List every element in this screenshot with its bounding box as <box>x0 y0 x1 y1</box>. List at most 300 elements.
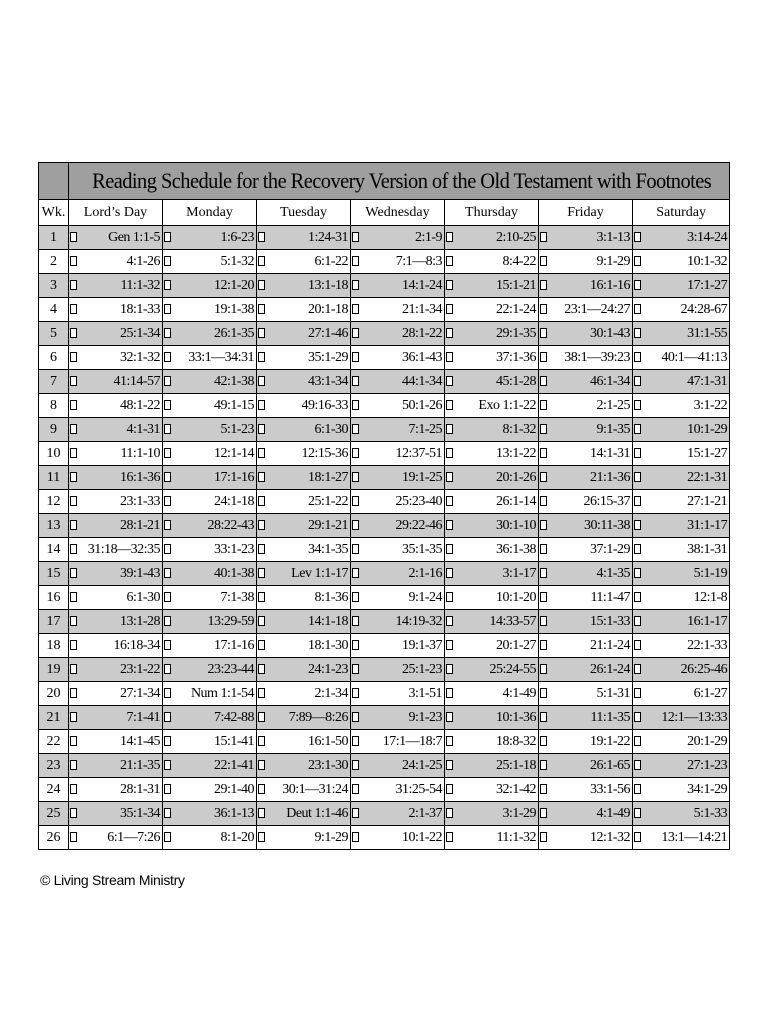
reading-checkbox[interactable] <box>446 232 453 242</box>
week-row <box>39 418 730 442</box>
checkbox-cell <box>257 226 267 250</box>
reading-checkbox[interactable] <box>164 760 171 770</box>
reading-checkbox[interactable] <box>258 520 265 530</box>
reading-checkbox[interactable] <box>352 688 359 698</box>
reading-reference-wednesday: 19:1-25 <box>361 466 445 490</box>
reading-checkbox[interactable] <box>634 736 641 746</box>
reading-checkbox[interactable] <box>164 520 171 530</box>
reading-checkbox[interactable] <box>352 520 359 530</box>
reading-checkbox[interactable] <box>258 304 265 314</box>
checkbox-cell <box>633 706 643 730</box>
reading-checkbox[interactable] <box>70 280 77 290</box>
reading-reference-saturday: 31:1-17 <box>643 514 730 538</box>
checkbox-cell <box>351 394 361 418</box>
reading-checkbox[interactable] <box>540 568 547 578</box>
reading-checkbox[interactable] <box>164 376 171 386</box>
reading-checkbox[interactable] <box>540 616 547 626</box>
reading-checkbox[interactable] <box>352 664 359 674</box>
reading-checkbox[interactable] <box>634 688 641 698</box>
checkbox-cell <box>351 346 361 370</box>
reading-reference-lords-day: 23:1-22 <box>79 658 163 682</box>
title-row <box>39 163 730 200</box>
week-row <box>39 754 730 778</box>
reading-checkbox[interactable] <box>352 328 359 338</box>
reading-checkbox[interactable] <box>70 544 77 554</box>
reading-checkbox[interactable] <box>352 400 359 410</box>
checkbox-cell <box>633 250 643 274</box>
checkbox-cell <box>351 418 361 442</box>
reading-checkbox[interactable] <box>258 808 265 818</box>
reading-checkbox[interactable] <box>164 232 171 242</box>
reading-checkbox[interactable] <box>70 808 77 818</box>
reading-reference-lords-day: 28:1-31 <box>79 778 163 802</box>
reading-checkbox[interactable] <box>540 712 547 722</box>
reading-reference-monday: 33:1-23 <box>173 538 257 562</box>
reading-reference-wednesday: 7:1—8:3 <box>361 250 445 274</box>
reading-checkbox[interactable] <box>352 232 359 242</box>
reading-reference-wednesday: 14:19-32 <box>361 610 445 634</box>
reading-checkbox[interactable] <box>164 808 171 818</box>
reading-checkbox[interactable] <box>70 520 77 530</box>
reading-checkbox[interactable] <box>258 424 265 434</box>
reading-checkbox[interactable] <box>164 280 171 290</box>
reading-checkbox[interactable] <box>164 784 171 794</box>
reading-reference-wednesday: 3:1-51 <box>361 682 445 706</box>
reading-reference-friday: 23:1—24:27 <box>549 298 633 322</box>
reading-reference-wednesday: 24:1-25 <box>361 754 445 778</box>
reading-checkbox[interactable] <box>540 304 547 314</box>
title-corner <box>39 163 69 200</box>
checkbox-cell <box>257 706 267 730</box>
reading-checkbox[interactable] <box>164 736 171 746</box>
reading-checkbox[interactable] <box>70 400 77 410</box>
reading-reference-friday: 9:1-35 <box>549 418 633 442</box>
reading-checkbox[interactable] <box>446 424 453 434</box>
checkbox-cell <box>351 274 361 298</box>
checkbox-cell <box>257 682 267 706</box>
reading-checkbox[interactable] <box>634 232 641 242</box>
checkbox-cell <box>163 322 173 346</box>
reading-checkbox[interactable] <box>540 688 547 698</box>
checkbox-cell <box>257 514 267 538</box>
reading-checkbox[interactable] <box>634 400 641 410</box>
reading-checkbox[interactable] <box>352 568 359 578</box>
checkbox-cell <box>257 298 267 322</box>
checkbox-cell <box>633 274 643 298</box>
reading-reference-saturday: 10:1-32 <box>643 250 730 274</box>
reading-checkbox[interactable] <box>70 760 77 770</box>
reading-checkbox[interactable] <box>446 400 453 410</box>
reading-checkbox[interactable] <box>258 664 265 674</box>
checkbox-cell <box>539 322 549 346</box>
reading-checkbox[interactable] <box>352 496 359 506</box>
reading-checkbox[interactable] <box>634 424 641 434</box>
reading-checkbox[interactable] <box>634 832 641 842</box>
checkbox-cell <box>445 514 455 538</box>
reading-checkbox[interactable] <box>70 232 77 242</box>
checkbox-cell <box>445 274 455 298</box>
reading-checkbox[interactable] <box>164 328 171 338</box>
reading-checkbox[interactable] <box>634 544 641 554</box>
reading-checkbox[interactable] <box>446 280 453 290</box>
reading-checkbox[interactable] <box>258 376 265 386</box>
reading-checkbox[interactable] <box>446 496 453 506</box>
reading-checkbox[interactable] <box>540 424 547 434</box>
reading-checkbox[interactable] <box>634 376 641 386</box>
reading-checkbox[interactable] <box>446 256 453 266</box>
reading-checkbox[interactable] <box>70 472 77 482</box>
checkbox-cell <box>539 826 549 850</box>
reading-checkbox[interactable] <box>258 688 265 698</box>
reading-checkbox[interactable] <box>164 640 171 650</box>
reading-checkbox[interactable] <box>70 448 77 458</box>
reading-checkbox[interactable] <box>634 256 641 266</box>
checkbox-cell <box>163 226 173 250</box>
reading-reference-thursday: 13:1-22 <box>455 442 539 466</box>
checkbox-cell <box>163 610 173 634</box>
reading-checkbox[interactable] <box>540 592 547 602</box>
checkbox-cell <box>539 730 549 754</box>
reading-checkbox[interactable] <box>352 784 359 794</box>
reading-checkbox[interactable] <box>70 712 77 722</box>
checkbox-cell <box>445 538 455 562</box>
reading-reference-saturday: 10:1-29 <box>643 418 730 442</box>
reading-reference-friday: 11:1-35 <box>549 706 633 730</box>
checkbox-cell <box>633 466 643 490</box>
reading-checkbox[interactable] <box>258 640 265 650</box>
reading-checkbox[interactable] <box>352 352 359 362</box>
reading-checkbox[interactable] <box>352 280 359 290</box>
week-number: 10 <box>39 442 69 466</box>
reading-checkbox[interactable] <box>70 304 77 314</box>
checkbox-cell <box>69 802 79 826</box>
reading-checkbox[interactable] <box>258 592 265 602</box>
reading-checkbox[interactable] <box>540 496 547 506</box>
reading-checkbox[interactable] <box>634 640 641 650</box>
checkbox-cell <box>445 778 455 802</box>
checkbox-cell <box>445 730 455 754</box>
reading-checkbox[interactable] <box>258 352 265 362</box>
reading-checkbox[interactable] <box>352 448 359 458</box>
checkbox-cell <box>633 394 643 418</box>
reading-checkbox[interactable] <box>258 232 265 242</box>
reading-checkbox[interactable] <box>634 352 641 362</box>
checkbox-cell <box>539 778 549 802</box>
reading-checkbox[interactable] <box>70 256 77 266</box>
checkbox-cell <box>445 562 455 586</box>
reading-reference-monday: 26:1-35 <box>173 322 257 346</box>
reading-checkbox[interactable] <box>540 784 547 794</box>
reading-checkbox[interactable] <box>540 232 547 242</box>
reading-checkbox[interactable] <box>352 736 359 746</box>
checkbox-cell <box>163 466 173 490</box>
reading-checkbox[interactable] <box>164 712 171 722</box>
reading-reference-saturday: 3:1-22 <box>643 394 730 418</box>
checkbox-cell <box>539 394 549 418</box>
reading-checkbox[interactable] <box>352 616 359 626</box>
reading-checkbox[interactable] <box>446 616 453 626</box>
reading-checkbox[interactable] <box>352 832 359 842</box>
checkbox-cell <box>351 826 361 850</box>
reading-reference-monday: 49:1-15 <box>173 394 257 418</box>
reading-checkbox[interactable] <box>164 400 171 410</box>
reading-reference-tuesday: 34:1-35 <box>267 538 351 562</box>
reading-reference-saturday: 38:1-31 <box>643 538 730 562</box>
reading-checkbox[interactable] <box>634 784 641 794</box>
reading-checkbox[interactable] <box>634 520 641 530</box>
reading-checkbox[interactable] <box>258 400 265 410</box>
reading-reference-wednesday: 19:1-37 <box>361 634 445 658</box>
reading-reference-thursday: 25:1-18 <box>455 754 539 778</box>
checkbox-cell <box>257 826 267 850</box>
reading-checkbox[interactable] <box>352 256 359 266</box>
checkbox-cell <box>69 274 79 298</box>
checkbox-cell <box>257 538 267 562</box>
reading-checkbox[interactable] <box>540 808 547 818</box>
checkbox-cell <box>163 298 173 322</box>
reading-checkbox[interactable] <box>164 256 171 266</box>
reading-reference-thursday: 11:1-32 <box>455 826 539 850</box>
checkbox-cell <box>69 538 79 562</box>
reading-checkbox[interactable] <box>446 472 453 482</box>
reading-reference-saturday: 24:28-67 <box>643 298 730 322</box>
reading-checkbox[interactable] <box>70 592 77 602</box>
reading-checkbox[interactable] <box>258 280 265 290</box>
reading-reference-wednesday: 10:1-22 <box>361 826 445 850</box>
reading-checkbox[interactable] <box>164 544 171 554</box>
reading-checkbox[interactable] <box>446 304 453 314</box>
reading-checkbox[interactable] <box>258 832 265 842</box>
checkbox-cell <box>445 370 455 394</box>
reading-checkbox[interactable] <box>634 664 641 674</box>
reading-checkbox[interactable] <box>70 664 77 674</box>
reading-checkbox[interactable] <box>258 448 265 458</box>
reading-checkbox[interactable] <box>446 376 453 386</box>
checkbox-cell <box>445 226 455 250</box>
reading-checkbox[interactable] <box>446 712 453 722</box>
reading-checkbox[interactable] <box>352 376 359 386</box>
reading-checkbox[interactable] <box>164 616 171 626</box>
reading-checkbox[interactable] <box>446 352 453 362</box>
week-row <box>39 682 730 706</box>
reading-checkbox[interactable] <box>540 448 547 458</box>
reading-checkbox[interactable] <box>164 688 171 698</box>
reading-checkbox[interactable] <box>258 736 265 746</box>
reading-checkbox[interactable] <box>352 592 359 602</box>
reading-reference-friday: 30:1-43 <box>549 322 633 346</box>
checkbox-cell <box>351 682 361 706</box>
reading-checkbox[interactable] <box>634 496 641 506</box>
reading-reference-wednesday: 28:1-22 <box>361 322 445 346</box>
reading-checkbox[interactable] <box>446 328 453 338</box>
reading-checkbox[interactable] <box>352 424 359 434</box>
week-row <box>39 490 730 514</box>
reading-checkbox[interactable] <box>352 640 359 650</box>
reading-checkbox[interactable] <box>634 712 641 722</box>
checkbox-cell <box>351 538 361 562</box>
reading-checkbox[interactable] <box>446 520 453 530</box>
reading-checkbox[interactable] <box>164 832 171 842</box>
reading-checkbox[interactable] <box>540 544 547 554</box>
reading-checkbox[interactable] <box>446 544 453 554</box>
checkbox-cell <box>633 778 643 802</box>
reading-checkbox[interactable] <box>70 424 77 434</box>
reading-checkbox[interactable] <box>164 448 171 458</box>
checkbox-cell <box>69 634 79 658</box>
reading-checkbox[interactable] <box>540 736 547 746</box>
checkbox-cell <box>539 610 549 634</box>
reading-checkbox[interactable] <box>540 664 547 674</box>
reading-checkbox[interactable] <box>70 640 77 650</box>
reading-reference-wednesday: 44:1-34 <box>361 370 445 394</box>
reading-reference-wednesday: 2:1-9 <box>361 226 445 250</box>
reading-checkbox[interactable] <box>164 496 171 506</box>
reading-checkbox[interactable] <box>540 832 547 842</box>
checkbox-cell <box>445 754 455 778</box>
checkbox-cell <box>445 298 455 322</box>
reading-checkbox[interactable] <box>446 760 453 770</box>
reading-checkbox[interactable] <box>352 472 359 482</box>
reading-checkbox[interactable] <box>258 328 265 338</box>
reading-checkbox[interactable] <box>540 760 547 770</box>
reading-checkbox[interactable] <box>70 568 77 578</box>
reading-checkbox[interactable] <box>352 304 359 314</box>
reading-reference-wednesday: 12:37-51 <box>361 442 445 466</box>
checkbox-cell <box>69 826 79 850</box>
reading-checkbox[interactable] <box>70 496 77 506</box>
reading-checkbox[interactable] <box>540 640 547 650</box>
reading-reference-friday: 26:1-65 <box>549 754 633 778</box>
checkbox-cell <box>445 682 455 706</box>
reading-checkbox[interactable] <box>540 376 547 386</box>
reading-reference-thursday: 8:1-32 <box>455 418 539 442</box>
reading-reference-thursday: 45:1-28 <box>455 370 539 394</box>
week-number: 9 <box>39 418 69 442</box>
reading-checkbox[interactable] <box>164 568 171 578</box>
reading-checkbox[interactable] <box>446 808 453 818</box>
reading-checkbox[interactable] <box>352 808 359 818</box>
reading-checkbox[interactable] <box>540 256 547 266</box>
reading-reference-wednesday: 25:23-40 <box>361 490 445 514</box>
reading-checkbox[interactable] <box>258 472 265 482</box>
checkbox-cell <box>351 490 361 514</box>
checkbox-cell <box>351 754 361 778</box>
checkbox-cell <box>69 730 79 754</box>
reading-checkbox[interactable] <box>70 376 77 386</box>
reading-checkbox[interactable] <box>164 304 171 314</box>
week-row <box>39 322 730 346</box>
week-row <box>39 610 730 634</box>
week-row <box>39 346 730 370</box>
reading-reference-friday: 37:1-29 <box>549 538 633 562</box>
reading-checkbox[interactable] <box>258 784 265 794</box>
reading-checkbox[interactable] <box>258 544 265 554</box>
checkbox-cell <box>539 346 549 370</box>
reading-checkbox[interactable] <box>634 592 641 602</box>
reading-checkbox[interactable] <box>70 784 77 794</box>
reading-checkbox[interactable] <box>634 616 641 626</box>
week-number: 16 <box>39 586 69 610</box>
week-number: 8 <box>39 394 69 418</box>
reading-reference-thursday: 10:1-20 <box>455 586 539 610</box>
reading-checkbox[interactable] <box>540 280 547 290</box>
reading-checkbox[interactable] <box>446 448 453 458</box>
reading-checkbox[interactable] <box>164 424 171 434</box>
reading-checkbox[interactable] <box>446 736 453 746</box>
reading-schedule-table <box>38 162 730 850</box>
reading-checkbox[interactable] <box>70 352 77 362</box>
reading-checkbox[interactable] <box>258 256 265 266</box>
reading-checkbox[interactable] <box>446 832 453 842</box>
reading-checkbox[interactable] <box>446 640 453 650</box>
checkbox-cell <box>257 466 267 490</box>
reading-reference-wednesday: 50:1-26 <box>361 394 445 418</box>
reading-checkbox[interactable] <box>540 400 547 410</box>
checkbox-cell <box>257 370 267 394</box>
reading-reference-saturday: 3:14-24 <box>643 226 730 250</box>
reading-checkbox[interactable] <box>540 352 547 362</box>
reading-checkbox[interactable] <box>540 472 547 482</box>
reading-checkbox[interactable] <box>258 568 265 578</box>
reading-reference-monday: Num 1:1-54 <box>173 682 257 706</box>
reading-checkbox[interactable] <box>258 760 265 770</box>
reading-checkbox[interactable] <box>634 280 641 290</box>
day-header-lords-day: Lord’s Day <box>69 200 163 226</box>
reading-checkbox[interactable] <box>352 544 359 554</box>
reading-checkbox[interactable] <box>446 664 453 674</box>
reading-checkbox[interactable] <box>540 520 547 530</box>
reading-checkbox[interactable] <box>164 664 171 674</box>
reading-checkbox[interactable] <box>70 328 77 338</box>
reading-checkbox[interactable] <box>634 472 641 482</box>
reading-checkbox[interactable] <box>634 808 641 818</box>
reading-checkbox[interactable] <box>634 568 641 578</box>
reading-checkbox[interactable] <box>446 784 453 794</box>
reading-reference-monday: 23:23-44 <box>173 658 257 682</box>
reading-checkbox[interactable] <box>634 760 641 770</box>
day-header-saturday: Saturday <box>633 200 730 226</box>
reading-reference-thursday: 20:1-27 <box>455 634 539 658</box>
reading-checkbox[interactable] <box>70 688 77 698</box>
checkbox-cell <box>257 610 267 634</box>
reading-checkbox[interactable] <box>446 568 453 578</box>
checkbox-cell <box>445 394 455 418</box>
reading-checkbox[interactable] <box>164 472 171 482</box>
reading-checkbox[interactable] <box>258 616 265 626</box>
week-row <box>39 730 730 754</box>
reading-checkbox[interactable] <box>446 688 453 698</box>
week-number: 13 <box>39 514 69 538</box>
reading-reference-thursday: 14:33-57 <box>455 610 539 634</box>
reading-checkbox[interactable] <box>540 328 547 338</box>
reading-checkbox[interactable] <box>634 448 641 458</box>
reading-checkbox[interactable] <box>70 616 77 626</box>
reading-checkbox[interactable] <box>446 592 453 602</box>
reading-checkbox[interactable] <box>70 832 77 842</box>
reading-checkbox[interactable] <box>352 760 359 770</box>
checkbox-cell <box>539 706 549 730</box>
reading-checkbox[interactable] <box>634 328 641 338</box>
reading-checkbox[interactable] <box>164 352 171 362</box>
reading-checkbox[interactable] <box>70 736 77 746</box>
reading-checkbox[interactable] <box>258 496 265 506</box>
header-row <box>39 200 730 226</box>
reading-reference-monday: 19:1-38 <box>173 298 257 322</box>
reading-checkbox[interactable] <box>258 712 265 722</box>
reading-checkbox[interactable] <box>634 304 641 314</box>
reading-checkbox[interactable] <box>164 592 171 602</box>
reading-checkbox[interactable] <box>352 712 359 722</box>
